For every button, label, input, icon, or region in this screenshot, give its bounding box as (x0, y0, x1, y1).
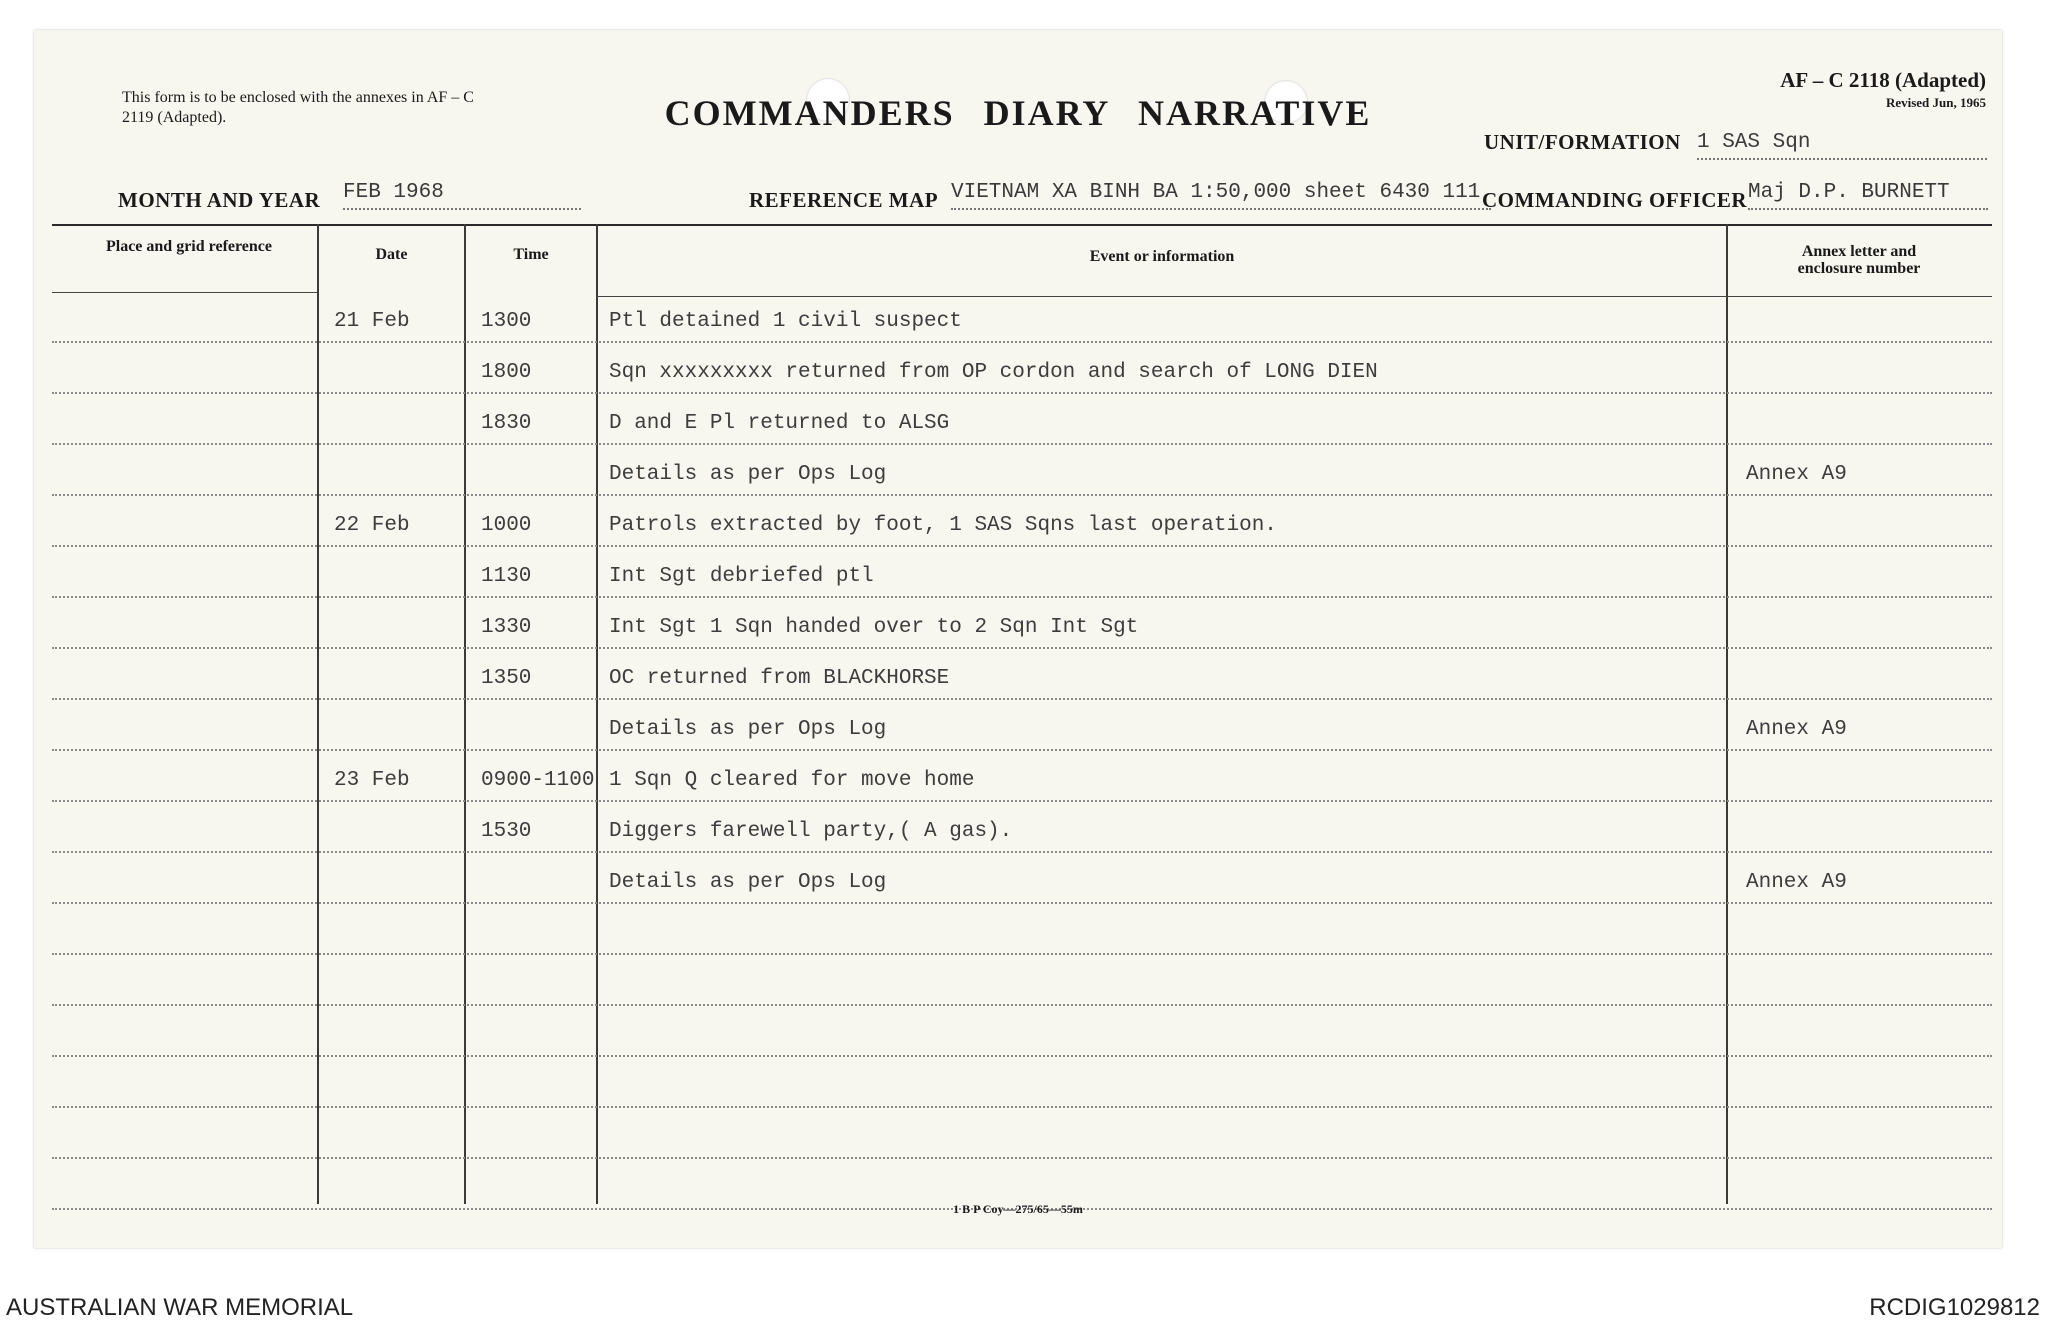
co-label: COMMANDING OFFICER (1482, 188, 1748, 212)
entry-time: 0900-1100 (481, 769, 595, 792)
row-rule (52, 902, 1992, 904)
header-rule-place (52, 292, 317, 293)
entry-time: 1000 (481, 514, 532, 537)
row-rule (52, 443, 1992, 445)
entry-event: 1 Sqn Q cleared for move home (609, 769, 975, 792)
row-rule (52, 1055, 1992, 1057)
column-divider-event (1726, 224, 1728, 1204)
column-divider-time (596, 224, 598, 1204)
row-rule (52, 800, 1992, 802)
entry-event: Int Sgt debriefed ptl (609, 565, 874, 588)
header-rule-event (596, 296, 1726, 297)
entry-time: 1530 (481, 820, 532, 843)
entry-event: Details as per Ops Log (609, 463, 887, 486)
credit-left: AUSTRALIAN WAR MEMORIAL (6, 1294, 354, 1321)
print-code: 1 B P Coy—275/65—55m (953, 1202, 1083, 1216)
header-rule-annex (1726, 296, 1992, 297)
entry-annex: Annex A9 (1746, 718, 1847, 741)
column-header-time: Time (513, 246, 549, 263)
month-value[interactable]: FEB 1968 (343, 180, 581, 210)
row-rule (52, 494, 1992, 496)
map-value[interactable]: VIETNAM XA BINH BA 1:50,000 sheet 6430 111 (951, 180, 1491, 210)
entry-date: 23 Feb (334, 769, 410, 792)
form-revised: Revised Jun, 1965 (1885, 95, 1986, 110)
column-divider-place (317, 224, 319, 1204)
entry-time: 1330 (481, 616, 532, 639)
map-label: REFERENCE MAP (749, 188, 939, 212)
row-rule (52, 698, 1992, 700)
row-rule (52, 596, 1992, 598)
row-rule (52, 953, 1992, 955)
entry-event: Details as per Ops Log (609, 871, 887, 894)
entry-event: Sqn xxxxxxxxx returned from OP cordon and search of LONG DIEN (609, 361, 1378, 384)
entry-event: Patrols extracted by foot, 1 SAS Sqns last operation. (609, 514, 1277, 537)
entry-date: 21 Feb (334, 310, 410, 333)
diary-form-sheet (34, 30, 2002, 1248)
month-label: MONTH AND YEAR (118, 188, 321, 212)
form-title: COMMANDERS DIARY NARRATIVE (664, 93, 1372, 133)
form-number-block (1780, 68, 1986, 111)
entry-annex: Annex A9 (1746, 871, 1847, 894)
column-divider-date (464, 224, 466, 1204)
entry-time: 1300 (481, 310, 532, 333)
entry-time: 1830 (481, 412, 532, 435)
entry-annex: Annex A9 (1746, 463, 1847, 486)
row-rule (52, 749, 1992, 751)
entry-event: Details as per Ops Log (609, 718, 887, 741)
row-rule (52, 341, 1992, 343)
form-number: AF – C 2118 (Adapted) (1780, 68, 1986, 92)
entry-time: 1800 (481, 361, 532, 384)
row-rule (52, 1157, 1992, 1159)
table-top-rule (52, 224, 1992, 226)
entry-event: Int Sgt 1 Sqn handed over to 2 Sqn Int Sgt (609, 616, 1139, 639)
column-header-annex: Annex letter and enclosure number (1797, 243, 1921, 277)
column-header-date: Date (375, 246, 408, 263)
row-rule (52, 1106, 1992, 1108)
entry-event: Ptl detained 1 civil suspect (609, 310, 962, 333)
row-rule (52, 392, 1992, 394)
entry-event: OC returned from BLACKHORSE (609, 667, 950, 690)
row-rule (52, 851, 1992, 853)
enclosure-note: This form is to be enclosed with the annexes in AF – C 2119 (Adapted). (122, 89, 474, 126)
row-rule (52, 647, 1992, 649)
column-header-place: Place and grid reference (105, 238, 273, 255)
entry-time: 1130 (481, 565, 532, 588)
entry-event: Diggers farewell party,( A gas). (609, 820, 1013, 843)
entry-date: 22 Feb (334, 514, 410, 537)
co-value[interactable]: Maj D.P. BURNETT (1748, 180, 1988, 210)
entry-time: 1350 (481, 667, 532, 690)
row-rule (52, 545, 1992, 547)
column-header-event: Event or information (1089, 248, 1235, 265)
credit-right: RCDIG1029812 (1869, 1294, 2040, 1321)
entry-event: D and E Pl returned to ALSG (609, 412, 950, 435)
unit-label: UNIT/FORMATION (1484, 130, 1681, 154)
unit-value[interactable]: 1 SAS Sqn (1697, 130, 1987, 160)
row-rule (52, 1004, 1992, 1006)
